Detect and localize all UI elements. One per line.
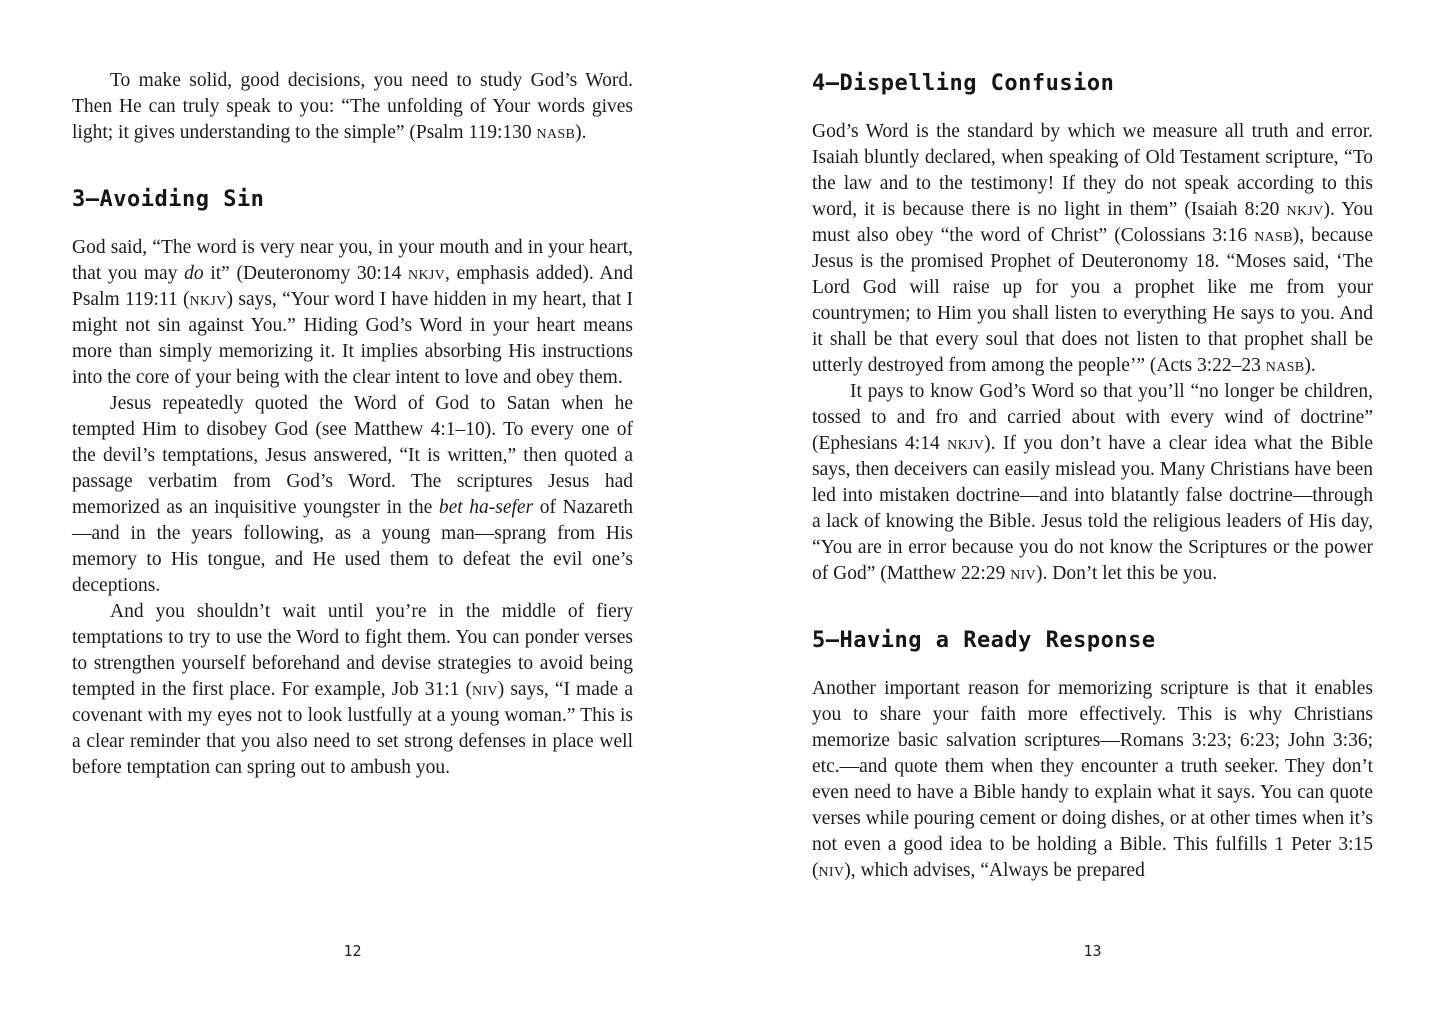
section-heading-having-a-ready-response: 5—Having a Ready Response	[812, 628, 1156, 653]
paragraph: God said, “The word is very near you, in your mouth and in your heart, that you may do it” (Deuteronomy 30:14 nkjv, emphasis added). And Psalm 119:11 (nkjv) says, “Your word I have hidden in my heart, that I might not sin against You.” Hiding God’s Word in your heart means more than simply memorizing it. It implies absorbing His instructions into the core of your being with the clear intent to love and obey them.	[72, 237, 633, 388]
paragraph: Jesus repeatedly quoted the Word of God to Satan when he tempted Him to disobey God (see Matthew 4:1–10). To every one of the devil’s temptations, Jesus answered, “It is written,” then quoted a passage verbatim from God’s Word. The scriptures Jesus had memorized as an inquisitive youngster in the bet ha-sefer of Nazareth—and in the years following, as a young man—sprang from His memory to His tongue, and He used them to defeat the evil one’s deceptions.	[72, 393, 633, 596]
section-heading-avoiding-sin: 3—Avoiding Sin	[72, 187, 265, 212]
page-number-left: 12	[343, 942, 362, 960]
paragraph: And you shouldn’t wait until you’re in the middle of fiery temptations to try to use the Word to fight them. You can ponder verses to strengthen yourself beforehand and devise strategies to avoid being tempted in the first place. For example, Job 31:1 (niv) says, “I made a covenant with my eyes not to look lustfully at a young woman.” This is a clear reminder that you also need to set strong defenses in place well before temptation can spring out to ambush you.	[72, 601, 634, 778]
paragraph: Another important reason for memorizing scripture is that it enables you to share your faith more effectively. This is why Christians memorize basic salvation scriptures—Romans 3:23; 6:23; John 3:36; etc.—and quote them when they encounter a truth seeker. They don’t even need to have a Bible handy to explain what it says. You can quote verses while pouring cement or doing dishes, or at other times when it’s not even a good idea to be holding a Bible. This fulfills 1 Peter 3:15 (niv), which advises, “Always be prepared	[812, 678, 1373, 881]
section-heading-dispelling-confusion: 4—Dispelling Confusion	[812, 71, 1115, 96]
paragraph-intro: To make solid, good decisions, you need to study God’s Word. Then He can truly speak to you: “The unfolding of Your words gives light; it gives understanding to the simple” (Psalm 119:130 nasb).	[72, 70, 633, 143]
paragraph: It pays to know God’s Word so that you’ll “no longer be children, tossed to and fro and carried about with every wind of doctrine” (Ephesians 4:14 nkjv). If you don’t have a clear idea what the Bible says, then deceivers can easily mislead you. Many Christians have been led into mistaken doctrine—and into blatantly false doctrine—through a lack of knowing the Bible. Jesus told the religious leaders of His day, “You are in error because you do not know the Scriptures or the power of God” (Matthew 22:29 niv). Don’t let this be you.	[812, 381, 1373, 584]
page-left	[72, 0, 633, 1012]
paragraph: God’s Word is the standard by which we measure all truth and error. Isaiah bluntly declared, when speaking of Old Testament scripture, “To the law and to the testimony! If they do not speak according to this word, it is because there is no light in them” (Isaiah 8:20 nkjv). You must also obey “the word of Christ” (Colossians 3:16 nasb), because Jesus is the promised Prophet of Deuteronomy 18. “Moses said, ‘The Lord God will raise up for you a prophet like me from your countrymen; to Him you shall listen to everything He says to you. And it shall be that every soul that does not listen to that prophet shall be utterly destroyed from among the people’” (Acts 3:22–23 nasb).	[812, 121, 1374, 376]
page-number-right: 13	[1083, 942, 1102, 960]
page-right	[812, 0, 1373, 1012]
